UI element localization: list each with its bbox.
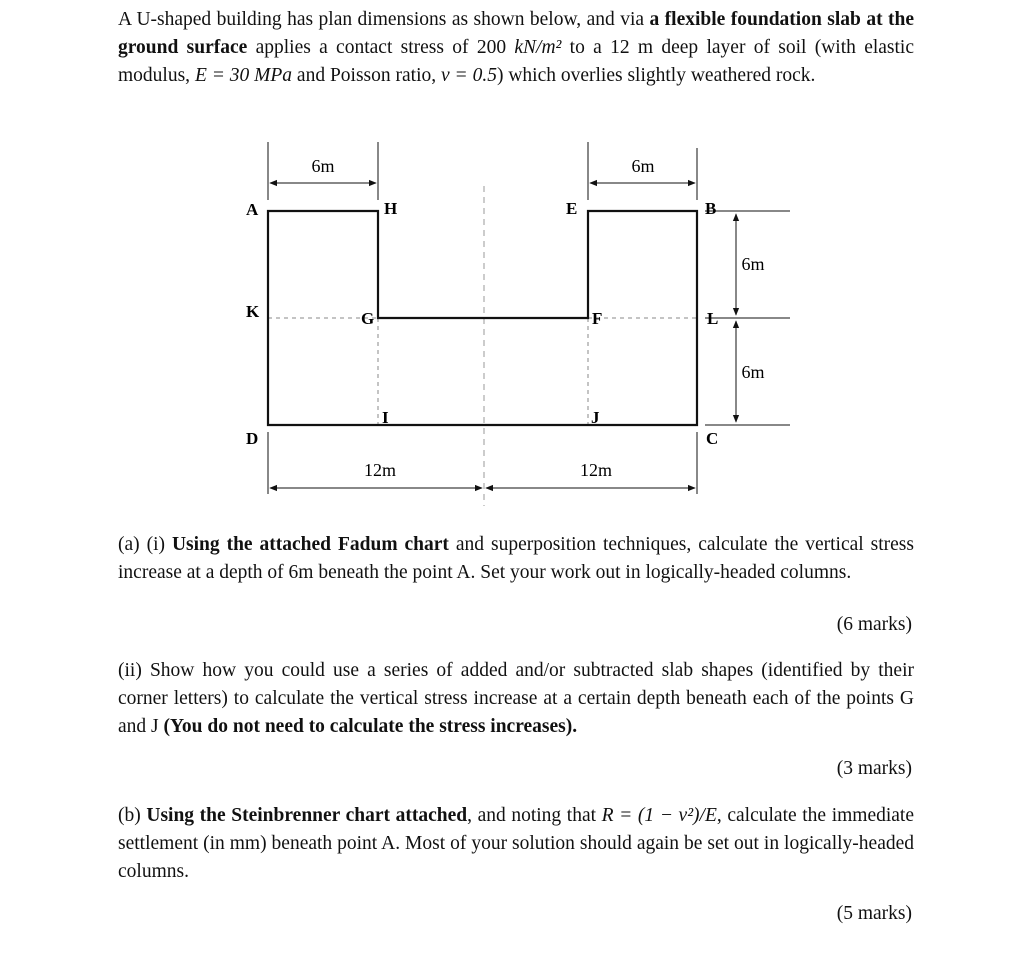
question-b-bold: Using the Steinbrenner chart attached [146, 805, 468, 826]
question-a-i [118, 531, 914, 587]
elastic-modulus-expr: E = 30 MPa [194, 65, 293, 86]
dim-label-right-upper: 6m [741, 254, 765, 274]
intro-text-3: to a 12 m deep layer of soil (with elastic modulus, [118, 37, 914, 86]
question-b-text-2: , calculate the immediate settlement (in mm) beneath point A. Most of your solution should again be set out in logically-headed columns. [118, 805, 915, 882]
dim-label-top-left: 6m [311, 156, 335, 176]
dim-label-bottom-right: 12m [579, 460, 613, 480]
marks-a-ii: (3 marks) [836, 758, 912, 779]
corner-label-c: C [706, 429, 719, 448]
question-a-ii-bold: (You do not need to calculate the stress increases). [163, 716, 578, 737]
corner-label-a: A [246, 200, 259, 219]
question-b [118, 802, 914, 886]
stress-unit: kN/m² [514, 37, 562, 58]
question-b-number: (b) [118, 805, 147, 826]
corner-label-d: D [246, 429, 259, 448]
corner-label-f: F [592, 309, 603, 328]
intro-text-4: and Poisson ratio, [292, 65, 442, 86]
dim-label-right-lower: 6m [741, 362, 765, 382]
corner-label-l: L [707, 309, 719, 328]
corner-label-j: J [591, 408, 600, 427]
corner-label-e: E [566, 199, 578, 218]
question-a-i-bold: Using the attached Fadum chart [171, 534, 449, 555]
settlement-formula: R = (1 − ν²)/E [601, 805, 717, 826]
question-a-i-number: (a) (i) [118, 534, 172, 555]
corner-label-g: G [361, 309, 375, 328]
dim-label-bottom-left: 12m [363, 460, 397, 480]
question-a-ii [118, 657, 914, 741]
question-a-i-text: and superposition techniques, calculate the vertical stress increase at a depth of 6m beneath the point A. Set your work out in logically-headed columns. [118, 534, 914, 583]
marks-b: (5 marks) [836, 903, 912, 924]
dim-label-top-right: 6m [631, 156, 655, 176]
intro-text-1: A U-shaped building has plan dimensions as shown below, and via [118, 9, 650, 30]
corner-label-h: H [384, 199, 398, 218]
corner-label-b: B [705, 199, 717, 218]
intro-text-5: ) which overlies slightly weathered rock. [496, 65, 816, 86]
corner-label-i: I [382, 408, 389, 427]
question-b-text-1: , and noting that [467, 805, 602, 826]
marks-a-i: (6 marks) [836, 614, 912, 635]
poisson-ratio-expr: ν = 0.5 [441, 65, 497, 86]
question-a-ii-text: (ii) Show how you could use a series of added and/or subtracted slab shapes (identified by their corner letters) to calculate the vertical stress increase at a certain depth beneath each of the points G and J [118, 660, 914, 737]
intro-text-2: applies a contact stress of 200 [247, 37, 515, 58]
corner-label-k: K [246, 302, 260, 321]
intro-bold-slab: a flexible foundation slab at the ground surface [118, 9, 915, 58]
